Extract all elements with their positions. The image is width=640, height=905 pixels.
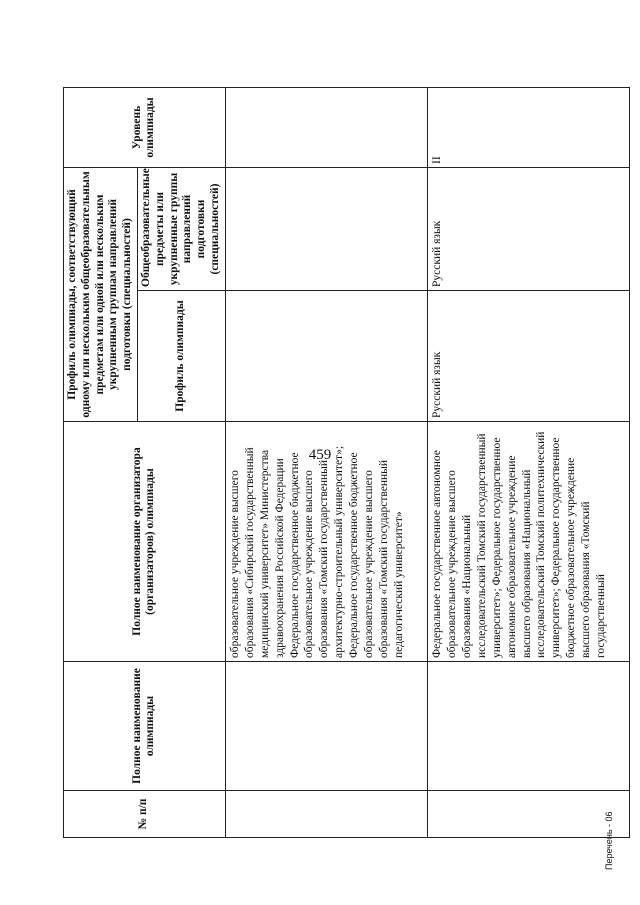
header-num: № п/п xyxy=(64,791,226,838)
table-row xyxy=(225,88,427,838)
cell-level xyxy=(225,88,427,168)
rotated-table-wrapper xyxy=(63,88,630,838)
cell-full-name xyxy=(427,662,629,791)
header-organizer: Полное наименование организатора (организаторов) олимпиады xyxy=(64,422,226,662)
table-row xyxy=(427,88,629,838)
cell-level xyxy=(427,88,629,168)
cell-organizer: образовательное учреждение высшего образования «Сибирский государственный медицинский университет» Министерства здравоохранения Российской Федерации Федеральное государственное бюджетное образовательное учреждение высшего образования «Томский государственный архитектурно-строительный университет»; Федеральное государственное бюджетное образовательное учреждение высшего образования «Томский государственный педагогический университет» xyxy=(225,422,427,662)
cell-profile: Русский язык xyxy=(427,291,629,422)
header-subjects: Общеобразовательные предметы или укрупненные группы направлений подготовки (специальностей) xyxy=(137,168,225,291)
cell-num xyxy=(427,791,629,838)
cell-profile xyxy=(225,291,427,422)
cell-subjects xyxy=(225,168,427,291)
cell-full-name xyxy=(225,662,427,791)
header-profile: Профиль олимпиады xyxy=(137,291,225,422)
cell-num xyxy=(225,791,427,838)
header-full-name: Полное наименование олимпиады xyxy=(64,662,226,791)
footer-note: Перечень - 06 xyxy=(604,811,614,870)
header-profile-group: Профиль олимпиады, соответствующий одному или нескольким общеобразовательным предметам или одной или нескольким укрупненным группам направлений подготовки (специальностей) xyxy=(64,168,138,422)
page-number: 459 xyxy=(308,447,332,463)
cell-subjects: Русский язык xyxy=(427,168,629,291)
header-level: Уровень олимпиады xyxy=(64,88,226,168)
level-value: II xyxy=(430,156,443,164)
cell-organizer: Федеральное государственное автономное образовательное учреждение высшего образования «Национальный исследовательский Томский государственный университет»; Федеральное государственное автономное образовательное учреждение высшего образования «Национальный исследовательский Томский политехнический университет»; Федеральное государственное бюджетное образовательное учреждение высшего образования «Томский государственный xyxy=(427,422,629,662)
olympiad-table xyxy=(63,87,630,838)
